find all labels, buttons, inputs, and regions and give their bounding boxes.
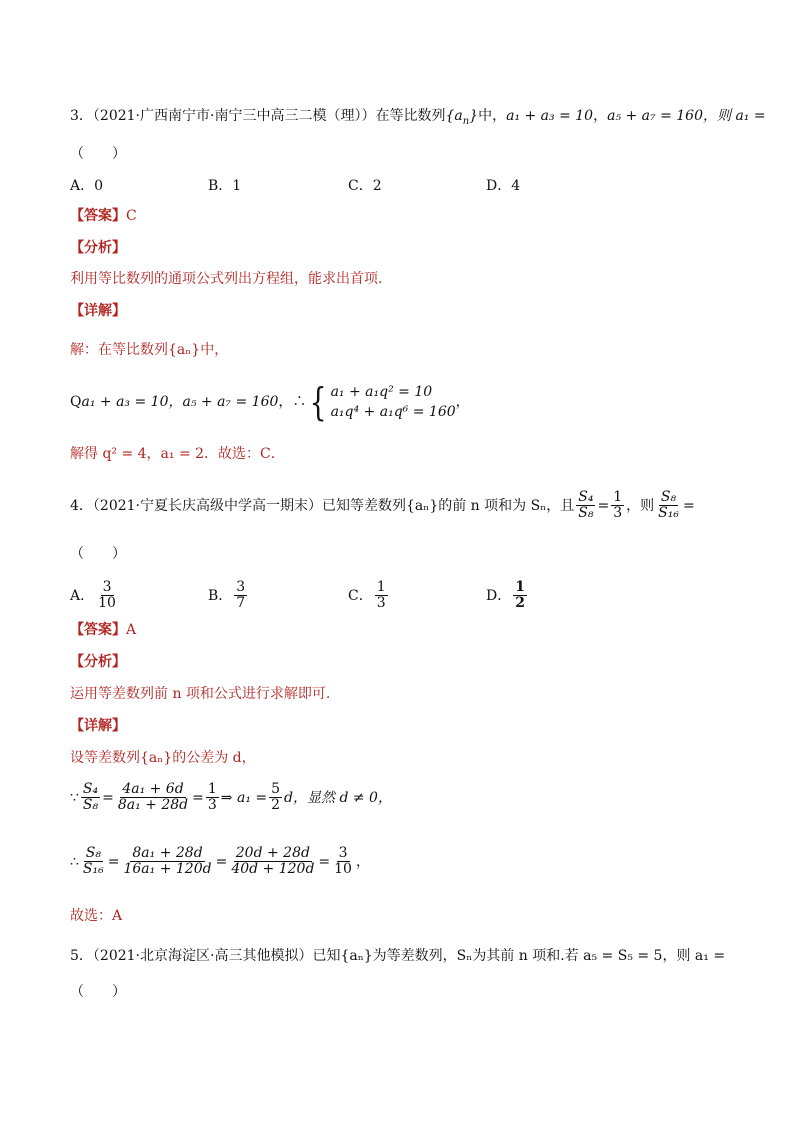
q4-options	[70, 580, 730, 614]
q3-equation-system: a₁ + a₁q² = 10 a₁q⁴ + a₁q⁶ = 160	[330, 384, 456, 420]
q4-fraction-s4-s8: $\frac{\text{S₄}}{\text{S₈}}$	[578, 489, 594, 522]
q3-detail-2: Qa₁ + a₃ = 10，a₅ + a₇ = 160，∴{ a₁ + a₁q² = 10 a₁q⁴ + a₁q⁶ = 160 ，	[70, 380, 470, 424]
q4-stem: 4．（2021·宁夏长庆高级中学高一期末）已知等差数列{aₙ}的前 n 项和为 Sₙ，且 $\frac{\text{S₄}}{\text{S₈}}$ = $\frac{1}{3}$ ，则 $\frac{\text{S₈}}{\text{S₁₆}}$ =	[70, 489, 695, 522]
q4-option-d[interactable]: D． $\frac{1}{2}$	[486, 579, 525, 612]
q4-detail-end: 故选：A	[70, 908, 123, 924]
q3-option-b[interactable]: B．1	[208, 178, 242, 194]
q4-fraction-one-third: $\frac{1}{3}$	[613, 489, 623, 522]
q3-detail-1: 解：在等比数列{aₙ}中，	[70, 342, 229, 358]
left-brace-icon: {	[310, 380, 327, 424]
q3-stem: 3．（2021·广西南宁市·南宁三中高三二模（理））在等比数列$\{a_n\}$中，a₁ + a₃ = 10，a₅ + a₇ = 160，则 a₁ =	[70, 108, 766, 127]
q4-paren: （ ）	[70, 546, 126, 562]
q3-detail-3: 解得 q² = 4，a₁ = 2．故选：C．	[70, 446, 285, 462]
q3-answer: 【答案】C	[70, 208, 137, 224]
q4-detail-2: ∵ $\frac{\text{S₄}}{\text{S₈}}$ = $\frac{\text{4a₁ + 6d}}{\text{8a₁ + 28d}}$ = $\frac{1}{3}$ ⇒ a₁ = $\frac{5}{2}$ d，显然 d ≠ 0，	[70, 781, 392, 814]
q4-option-c[interactable]: C． $\frac{1}{3}$	[348, 579, 386, 612]
q4-option-b[interactable]: B． $\frac{3}{7}$	[208, 579, 246, 612]
q4-detail-3: ∴ $\frac{\text{S₈}}{\text{S₁₆}}$ = $\frac{\text{8a₁ + 28d}}{\text{16a₁ + 120d}}$ = $\frac{20d + 28d}{40d + 120d}$ = $\frac{3}{10}$ ，	[70, 845, 370, 878]
q4-detail-1: 设等差数列{aₙ}的公差为 d，	[70, 750, 256, 766]
q3-paren: （ ）	[70, 146, 126, 162]
q3-option-a[interactable]: A．0	[70, 178, 104, 194]
q4-fraction-s8-s16: $\frac{\text{S₈}}{\text{S₁₆}}$	[658, 489, 679, 522]
q5-stem: 5．（2021·北京海淀区·高三其他模拟）已知{aₙ}为等差数列，Sₙ为其前 n 项和.若 a₅ = S₅ = 5，则 a₁ =	[70, 948, 726, 964]
q3-detail-label: 【详解】	[70, 303, 126, 319]
q3-option-c[interactable]: C．2	[348, 178, 382, 194]
q4-analysis-label: 【分析】	[70, 654, 126, 670]
q4-detail-label: 【详解】	[70, 718, 126, 734]
q4-answer: 【答案】A	[70, 622, 137, 638]
q4-analysis: 运用等差数列前 n 项和公式进行求解即可.	[70, 686, 331, 702]
q5-paren: （ ）	[70, 984, 126, 1000]
q4-option-a[interactable]: A． $\frac{3}{10}$	[70, 579, 116, 612]
q3-analysis: 利用等比数列的通项公式列出方程组，能求出首项．	[70, 271, 392, 287]
q3-analysis-label: 【分析】	[70, 240, 126, 256]
q3-option-d[interactable]: D．4	[486, 178, 521, 194]
